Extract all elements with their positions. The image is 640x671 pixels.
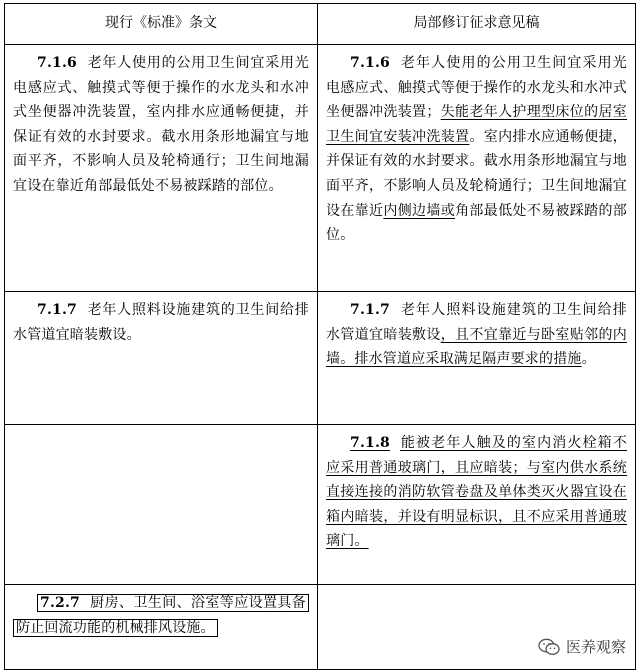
clause-number: 7.2.7 — [40, 595, 80, 611]
revision-comparison-table — [4, 3, 636, 670]
clause-number: 7.1.6 — [350, 55, 390, 71]
clause-number: 7.1.7 — [350, 302, 390, 318]
wechat-icon — [538, 638, 560, 656]
clause-text — [13, 302, 309, 343]
clause-added-text: 内侧边墙或 — [383, 202, 456, 219]
clause-text — [326, 435, 627, 549]
clause-number: 7.1.8 — [350, 435, 390, 451]
clause-text — [326, 302, 627, 367]
row3-left-cell — [5, 425, 318, 585]
clause-segment: 老年人照料设施建筑的卫生间给排水管道宜暗装敷设 — [326, 302, 627, 343]
row4-right-cell — [318, 585, 636, 670]
row2-right-cell — [318, 292, 636, 425]
header-right-label: 局部修订征求意见稿 — [413, 15, 540, 31]
clause-segment: 老年人使用的公用卫生间宜采用光电感应式、触摸式等便于操作的水龙头和水冲式坐便器冲洗装置，室内排水应通畅便捷，并保证有效的水封要求。截水用条形地漏宜与地面平齐，不影响人员及轮椅通行；卫生间地漏宜设在靠近角部最低处不易被踩踏的部位。 — [13, 55, 309, 194]
clause-text — [326, 55, 627, 243]
row3-right-cell — [318, 425, 636, 585]
clause-boxed-highlight — [13, 594, 309, 637]
clause-number: 7.1.7 — [37, 302, 77, 318]
header-left-label: 现行《标准》条文 — [105, 15, 217, 31]
row2-left-cell — [5, 292, 318, 425]
row4-left-cell — [5, 585, 318, 670]
clause-segment: 。室内排水应通畅便捷，并保证有效的水封要求。截水用条形地漏宜与地面平齐，不影响人员及轮椅通行；卫生间地漏宜设在靠近 — [326, 128, 628, 219]
row1-right-cell — [318, 45, 636, 292]
clause-segment: 厨房、卫生间、浴室等应设置具备防止回流功能的机械排风设施。 — [16, 595, 306, 636]
row1-left-cell — [5, 45, 318, 292]
clause-added-text: 失能老年人护理型床位的居室卫生间宜安装冲洗装置 — [326, 104, 627, 145]
clause-text — [13, 595, 309, 636]
clause-text — [13, 55, 309, 194]
clause-segment: 老年人照料设施建筑的卫生间给排水管道宜暗装敷设。 — [13, 302, 309, 343]
account-watermark — [538, 636, 626, 657]
clause-segment: 老年人使用的公用卫生间宜采用光电感应式、触摸式等便于操作的水龙头和水冲式坐便器冲洗装置； — [326, 55, 627, 121]
watermark-label: 医养观察 — [565, 638, 626, 656]
clause-segment: 角部最低处不易被踩踏的部位。 — [326, 202, 627, 244]
clause-added-text: 能被老年人触及的室内消火栓箱不应采用普通玻璃门，且应暗装；与室内供水系统直接连接的消防软管卷盘及单体类灭火器宜设在箱内暗装，并设有明显标识，且不应采用普通玻璃门。 — [326, 435, 627, 550]
header-revision-draft — [318, 4, 636, 45]
clause-added-text: ，且不宜靠近与卧室贴邻的内墙。排水管道应采取满足隔声要求的措施 — [326, 326, 627, 368]
header-current-standard — [5, 4, 318, 45]
clause-number: 7.1.6 — [37, 55, 77, 71]
clause-segment: 。 — [581, 351, 596, 368]
